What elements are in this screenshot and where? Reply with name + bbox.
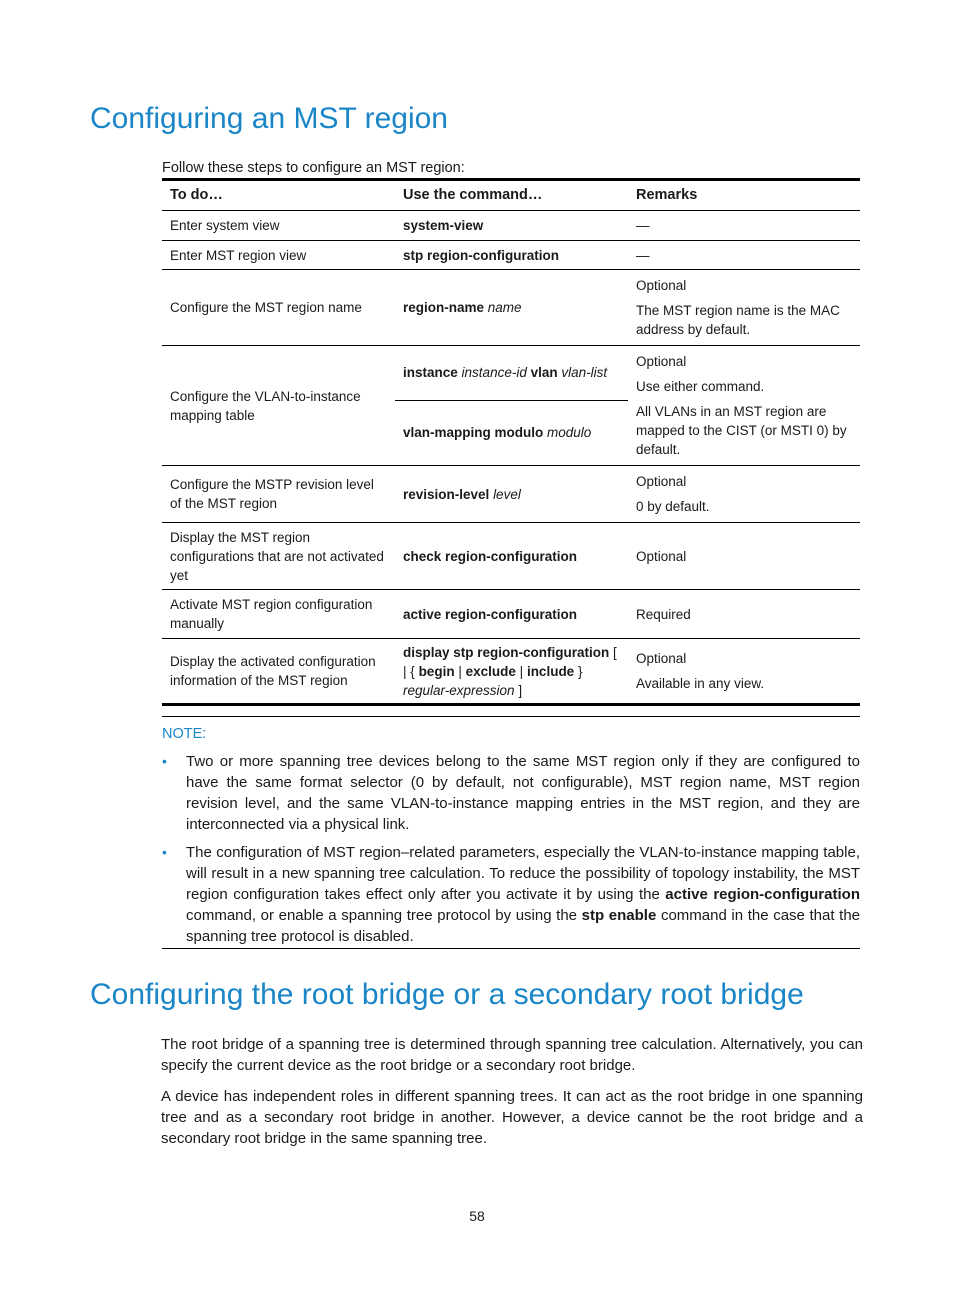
- note-list: [162, 751, 860, 954]
- remark-line: All VLANs in an MST region are mapped to the CIST (or MSTI 0) by default.: [636, 404, 847, 457]
- command-keyword: display stp region-configuration: [403, 644, 610, 660]
- command-syntax: |: [519, 663, 524, 679]
- command-keyword: begin: [418, 663, 455, 679]
- table-header-row: [162, 180, 860, 211]
- todo-cell: Display the MST region configurations that are not activated yet: [162, 523, 395, 590]
- note-text: command in the case that the spanning tree protocol is disabled.: [186, 907, 861, 945]
- command-argument: vlan-list: [561, 365, 608, 381]
- command-keyword: vlan-mapping modulo: [403, 425, 544, 441]
- remarks-cell: [628, 466, 860, 523]
- todo-cell: Activate MST region configuration manually: [162, 590, 395, 639]
- command-argument: regular-expression: [403, 682, 515, 698]
- command-cell: system-view: [395, 211, 628, 241]
- table-row: [162, 466, 860, 523]
- command-cell: [395, 346, 628, 401]
- todo-cell: Display the activated configuration information of the MST region: [162, 639, 395, 705]
- mst-steps-table: [162, 178, 860, 706]
- remarks-cell: [628, 639, 860, 705]
- command-keyword: revision-level: [403, 486, 490, 502]
- command-keyword: include: [526, 663, 575, 679]
- remark-line: Available in any view.: [636, 676, 765, 691]
- section-title-mst-region: Configuring an MST region: [90, 102, 448, 135]
- command-keyword: exclude: [465, 663, 516, 679]
- note-box: [162, 716, 860, 949]
- note-text: Two or more spanning tree devices belong to the same MST region only if they are configured to have the same format selector (0 by default, not configurable), MST region name, MST region revision level, and the same VLAN-to-instance mapping entries in the MST region, and they are interconnected via a physical link.: [186, 753, 860, 833]
- note-text: The configuration of MST region–related parameters, especially the VLAN-to-instance mapping table, will result in a new spanning tree calculation. To reduce the possibility of topology instability, the MST region configuration takes effect only after you activate it by using the: [186, 844, 860, 903]
- command-syntax: }: [577, 663, 583, 679]
- section-title-root-bridge: Configuring the root bridge or a secondary root bridge: [90, 978, 804, 1011]
- command-argument: instance-id: [461, 365, 527, 381]
- remarks-cell: —: [628, 241, 860, 270]
- command-syntax: [ |: [403, 644, 617, 679]
- table-intro: Follow these steps to configure an MST region:: [162, 160, 465, 176]
- todo-cell: Enter MST region view: [162, 241, 395, 270]
- command-argument: level: [493, 486, 521, 502]
- command-argument: name: [487, 300, 522, 315]
- table-row: [162, 523, 860, 590]
- command-keyword: vlan: [530, 365, 558, 381]
- note-title: NOTE:: [162, 726, 207, 742]
- remarks-cell: [628, 346, 860, 466]
- remark-line: The MST region name is the MAC address by default.: [636, 303, 840, 337]
- page-number: 58: [469, 1208, 485, 1224]
- todo-cell: Enter system view: [162, 211, 395, 241]
- bullet-icon: •: [162, 844, 167, 860]
- command-argument: modulo: [547, 425, 592, 441]
- remark-line: Optional: [636, 651, 687, 666]
- command-cell: [395, 639, 628, 705]
- table-row: [162, 241, 860, 270]
- command-keyword: stp enable: [581, 907, 657, 924]
- remark-line: Optional: [636, 278, 687, 293]
- remark-line: Optional: [636, 474, 687, 489]
- remarks-cell: Optional: [628, 523, 860, 590]
- command-keyword: region-name: [403, 300, 485, 315]
- note-item: [162, 751, 860, 835]
- remarks-cell: Required: [628, 590, 860, 639]
- note-item: [162, 842, 860, 947]
- body-paragraph: The root bridge of a spanning tree is determined through spanning tree calculation. Alternatively, you can specify the current device as the root bridge or a secondary root bridge.: [161, 1036, 863, 1074]
- note-text: command, or enable a spanning tree protocol by using the: [186, 907, 582, 924]
- table-row: [162, 211, 860, 241]
- remarks-cell: [628, 270, 860, 346]
- command-cell: check region-configuration: [395, 523, 628, 590]
- command-syntax: |: [458, 663, 462, 679]
- command-syntax: {: [410, 663, 415, 679]
- table-row: [162, 346, 860, 401]
- remark-line: 0 by default.: [636, 499, 710, 514]
- header-command: Use the command…: [395, 180, 628, 211]
- command-syntax: ]: [518, 682, 523, 698]
- command-cell: active region-configuration: [395, 590, 628, 639]
- bullet-icon: •: [162, 753, 167, 769]
- remark-line: Optional: [636, 354, 687, 369]
- command-cell: [395, 270, 628, 346]
- header-todo: To do…: [162, 180, 395, 211]
- table-row: [162, 639, 860, 705]
- table-row: [162, 270, 860, 346]
- remarks-cell: —: [628, 211, 860, 241]
- table-row: [162, 590, 860, 639]
- command-cell: stp region-configuration: [395, 241, 628, 270]
- command-cell: [395, 400, 628, 465]
- command-cell: [395, 466, 628, 523]
- header-remarks: Remarks: [628, 180, 860, 211]
- command-keyword: active region-configuration: [665, 886, 860, 903]
- command-keyword: instance: [403, 365, 458, 381]
- todo-cell: Configure the MSTP revision level of the MST region: [162, 466, 395, 523]
- todo-cell: Configure the VLAN-to-instance mapping table: [162, 346, 395, 466]
- body-paragraph: A device has independent roles in different spanning trees. It can act as the root bridge in one spanning tree and as a secondary root bridge in another. However, a device cannot be the root bridge and a secondary root bridge in the same spanning tree.: [161, 1088, 863, 1147]
- todo-cell: Configure the MST region name: [162, 270, 395, 346]
- remark-line: Use either command.: [636, 379, 765, 394]
